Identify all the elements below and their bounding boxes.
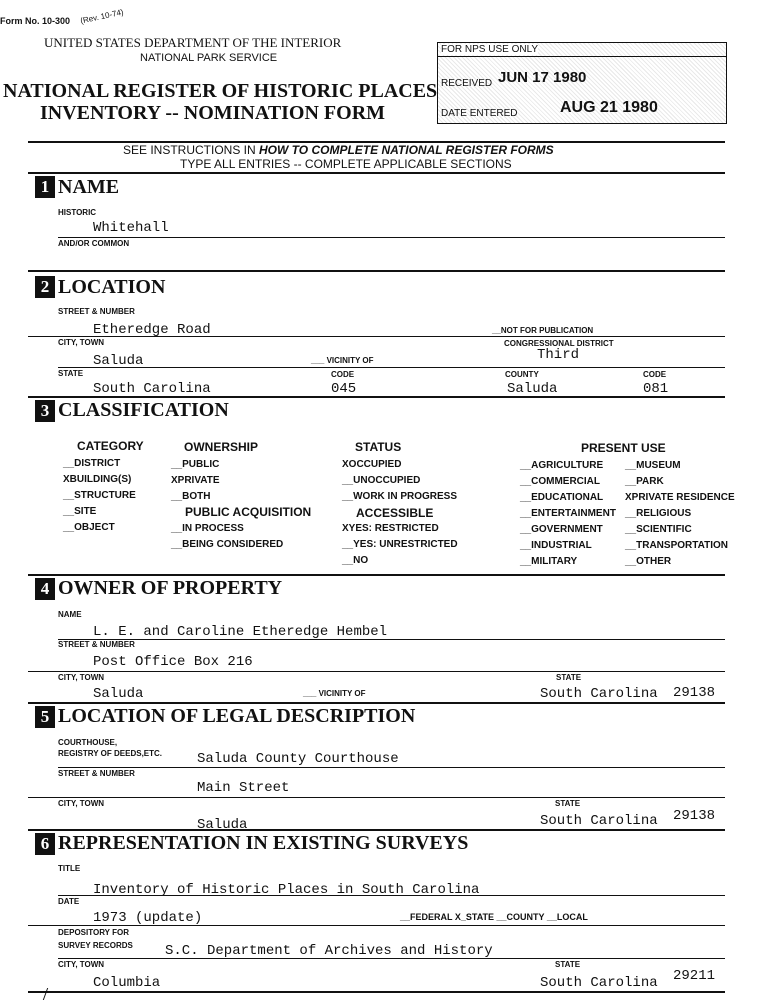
form-title-line2: INVENTORY -- NOMINATION FORM (40, 102, 386, 124)
instructions-line2: TYPE ALL ENTRIES -- COMPLETE APPLICABLE SECTIONS (180, 157, 512, 171)
form-number: Form No. 10-300 (0, 16, 71, 26)
section-5-number: 5 (35, 706, 55, 728)
divider (28, 829, 725, 831)
section-6-number: 6 (35, 833, 55, 855)
legal-state-label: STATE (555, 799, 581, 808)
divider (58, 895, 725, 896)
ownership-option[interactable]: __PUBLIC (171, 459, 220, 470)
present-use-option[interactable]: __PARK (625, 476, 664, 487)
category-option[interactable]: __STRUCTURE (63, 490, 136, 501)
present-use-option[interactable]: __GOVERNMENT (520, 524, 603, 535)
divider (28, 797, 725, 798)
divider (28, 574, 725, 576)
present-use-option[interactable]: __COMMERCIAL (520, 476, 601, 487)
section-1-number: 1 (35, 176, 55, 198)
ownership-option[interactable]: XPRIVATE (171, 475, 220, 486)
status-option[interactable]: __WORK IN PROGRESS (342, 491, 458, 502)
section-2-title: LOCATION (58, 276, 166, 298)
courthouse-label: COURTHOUSE, (58, 738, 118, 747)
accessible-option[interactable]: XYES: RESTRICTED (342, 523, 439, 534)
owner-city-field[interactable]: Saluda (93, 686, 144, 702)
common-name-label: AND/OR COMMON (58, 239, 130, 248)
section-4-number: 4 (35, 578, 55, 600)
divider (58, 237, 725, 238)
present-use-option[interactable]: __RELIGIOUS (625, 508, 692, 519)
city-label: CITY, TOWN (58, 338, 105, 347)
city-field[interactable]: Saluda (93, 353, 144, 369)
survey-date-field[interactable]: 1973 (update) (93, 910, 203, 926)
state-field[interactable]: South Carolina (93, 381, 211, 397)
legal-street-label: STREET & NUMBER (58, 769, 135, 778)
historic-label: HISTORIC (58, 208, 97, 217)
legal-state-field[interactable]: South Carolina (540, 813, 658, 829)
department-name: UNITED STATES DEPARTMENT OF THE INTERIOR (44, 35, 342, 50)
received-label: RECEIVED (441, 78, 493, 89)
state-label: STATE (58, 369, 84, 378)
depository-field[interactable]: S.C. Department of Archives and History (165, 943, 493, 959)
survey-state-field[interactable]: South Carolina (540, 975, 658, 991)
historic-name-field[interactable]: Whitehall (93, 220, 169, 236)
congressional-district-label: CONGRESSIONAL DISTRICT (504, 339, 614, 348)
present-use-option[interactable]: __EDUCATIONAL (520, 492, 604, 503)
present-use-option[interactable]: __OTHER (625, 556, 672, 567)
survey-city-label: CITY, TOWN (58, 960, 105, 969)
survey-state-label: STATE (555, 960, 581, 969)
present-use-option[interactable]: __MILITARY (520, 556, 578, 567)
acquisition-option[interactable]: __IN PROCESS (171, 523, 244, 534)
present-use-option[interactable]: __AGRICULTURE (520, 460, 604, 471)
category-option[interactable]: __SITE (63, 506, 97, 517)
owner-city-label: CITY, TOWN (58, 673, 105, 682)
date-entered-label: DATE ENTERED (441, 108, 518, 119)
public-acquisition-heading: PUBLIC ACQUISITION (185, 505, 312, 519)
section-1-title: NAME (58, 176, 120, 198)
present-use-option[interactable]: __SCIENTIFIC (625, 524, 692, 535)
nps-use-box (437, 42, 727, 124)
survey-city-field[interactable]: Columbia (93, 975, 161, 991)
ownership-option[interactable]: __BOTH (171, 491, 211, 502)
county-field[interactable]: Saluda (507, 381, 558, 397)
status-option[interactable]: XOCCUPIED (342, 459, 402, 470)
congressional-district-field[interactable]: Third (537, 347, 580, 363)
owner-zip-field[interactable]: 29138 (673, 685, 716, 701)
acquisition-option[interactable]: __BEING CONSIDERED (171, 539, 284, 550)
legal-zip-field[interactable]: 29138 (673, 808, 716, 824)
form-title-line1: NATIONAL REGISTER OF HISTORIC PLACES (3, 80, 438, 102)
present-use-option[interactable]: __MUSEUM (625, 460, 681, 471)
ownership-heading: OWNERSHIP (184, 440, 259, 454)
received-stamp: JUN 17 1980 (498, 69, 587, 86)
divider (28, 702, 725, 704)
street-field[interactable]: Etheredge Road (93, 322, 211, 338)
category-option[interactable]: __DISTRICT (63, 458, 121, 469)
divider (58, 767, 725, 768)
status-option[interactable]: __UNOCCUPIED (342, 475, 421, 486)
divider (28, 270, 725, 272)
present-use-heading: PRESENT USE (581, 441, 666, 455)
divider (28, 396, 725, 398)
legal-city-field[interactable]: Saluda (197, 817, 248, 833)
present-use-option[interactable]: __INDUSTRIAL (520, 540, 592, 551)
nps-label: FOR NPS USE ONLY (441, 44, 539, 55)
present-use-option[interactable]: __TRANSPORTATION (625, 540, 728, 551)
owner-vicinity-option[interactable]: ___ VICINITY OF (303, 689, 366, 698)
section-2-number: 2 (35, 276, 55, 298)
instructions-line1: SEE INSTRUCTIONS IN HOW TO COMPLETE NATIONAL REGISTER FORMS (123, 143, 554, 157)
accessible-heading: ACCESSIBLE (356, 506, 434, 520)
section-3-title: CLASSIFICATION (58, 399, 229, 421)
divider (28, 925, 725, 926)
county-label: COUNTY (505, 370, 539, 379)
divider (58, 367, 725, 368)
accessible-option[interactable]: __YES: UNRESTRICTED (342, 539, 458, 550)
owner-street-field[interactable]: Post Office Box 216 (93, 654, 253, 670)
legal-city-label: CITY, TOWN (58, 799, 105, 808)
owner-name-label: NAME (58, 610, 82, 619)
street-label: STREET & NUMBER (58, 307, 135, 316)
divider (28, 671, 725, 672)
divider (28, 991, 725, 993)
county-code-label: CODE (643, 370, 667, 379)
present-use-option[interactable]: XPRIVATE RESIDENCE (625, 492, 735, 503)
owner-state-field[interactable]: South Carolina (540, 686, 658, 702)
category-option[interactable]: __OBJECT (63, 522, 115, 533)
courthouse-field[interactable]: Saluda County Courthouse (197, 751, 399, 767)
legal-street-field[interactable]: Main Street (197, 780, 290, 796)
divider (28, 336, 725, 337)
county-code-field[interactable]: 081 (643, 381, 669, 397)
category-option[interactable]: XBUILDING(S) (63, 474, 132, 485)
survey-zip-field[interactable]: 29211 (673, 968, 716, 984)
owner-street-label: STREET & NUMBER (58, 640, 135, 649)
service-name: NATIONAL PARK SERVICE (140, 52, 278, 64)
pen-mark-icon (43, 988, 56, 1000)
owner-state-label: STATE (556, 673, 582, 682)
category-heading: CATEGORY (77, 439, 144, 453)
registry-label: REGISTRY OF DEEDS,ETC. (58, 749, 163, 758)
divider (58, 958, 725, 959)
form-revision: (Rev. 10-74) (79, 7, 125, 26)
survey-title-field[interactable]: Inventory of Historic Places in South Carolina (93, 882, 480, 898)
survey-date-label: DATE (58, 897, 80, 906)
owner-name-field[interactable]: L. E. and Caroline Etheredge Hembel (93, 624, 388, 640)
status-heading: STATUS (355, 440, 402, 454)
entered-stamp: AUG 21 1980 (560, 99, 658, 116)
section-3-number: 3 (35, 400, 55, 422)
accessible-option[interactable]: __NO (342, 555, 369, 566)
present-use-option[interactable]: __ENTERTAINMENT (520, 508, 616, 519)
state-code-field[interactable]: 045 (331, 381, 357, 397)
section-5-title: LOCATION OF LEGAL DESCRIPTION (58, 705, 416, 727)
section-4-title: OWNER OF PROPERTY (58, 577, 283, 599)
divider (58, 639, 725, 640)
vicinity-option[interactable]: ___ VICINITY OF (311, 356, 374, 365)
depository-label: DEPOSITORY FOR (58, 928, 129, 937)
survey-records-label: SURVEY RECORDS (58, 941, 133, 950)
survey-title-label: TITLE (58, 864, 81, 873)
divider (28, 172, 725, 174)
survey-level-options[interactable]: __FEDERAL X_STATE __COUNTY __LOCAL (400, 912, 588, 922)
not-for-publication-option[interactable]: __NOT FOR PUBLICATION (492, 326, 594, 335)
code-label: CODE (331, 370, 355, 379)
section-6-title: REPRESENTATION IN EXISTING SURVEYS (58, 832, 469, 854)
